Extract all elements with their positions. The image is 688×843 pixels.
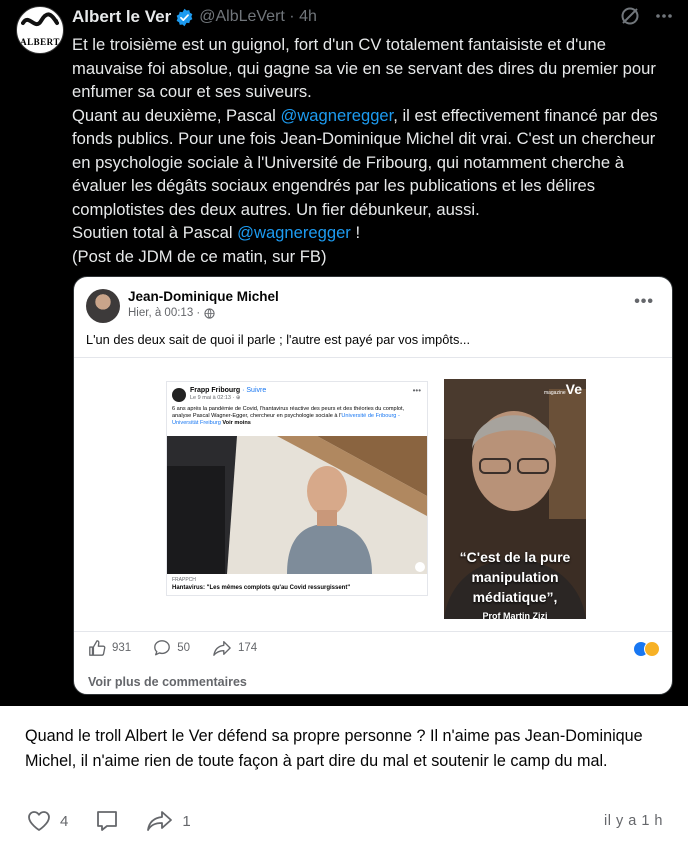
comment-bubble-icon (153, 639, 171, 657)
verified-badge-icon (175, 8, 194, 27)
author-handle[interactable]: @AlbLeVert · 4h (199, 8, 317, 25)
follow-link: · Suivre (240, 387, 267, 394)
post-timestamp: il y a 1 h (604, 813, 663, 829)
frapp-logo-icon (172, 388, 186, 402)
shared-post-title: Hantavirus: "Les mêmes complots qu'au Covid ressurgissent" (172, 585, 351, 591)
share-icon (146, 809, 174, 833)
fb-stats-row (88, 639, 279, 657)
comment-icon (94, 809, 120, 833)
tweet-text-fragment: Soutien total à Pascal (72, 223, 238, 242)
tag-text: Ve (565, 381, 582, 397)
fb-share-button[interactable] (212, 639, 257, 657)
post-share-count: 1 (182, 812, 191, 830)
fb-time-text: Hier, à 00:13 · (128, 307, 201, 319)
tweet-text-fragment: Quant au deuxième, Pascal (72, 105, 281, 125)
shared-post-image[interactable] (166, 381, 428, 596)
tweet-text-fragment: ! (350, 223, 361, 242)
divider (74, 357, 672, 358)
globe-icon (204, 308, 215, 319)
tweet-text-fragment: , il est effectivement financé par des fonds publics. Pour une fois Jean-Dominique Michel dit vrai. C'est un chercheur en psychologie sociale à l'Université de Fribourg, qui notamment cherche à évaluer les dégâts sociaux engendrés par les publications et les délires complotistes des deux autres. Un fier débunkeur, aussi. (72, 105, 658, 219)
fb-media-area (74, 359, 673, 631)
tweet-paragraph-3 (72, 221, 676, 245)
divider (74, 631, 672, 632)
share-arrow-icon (212, 639, 232, 657)
grok-icon[interactable] (620, 6, 640, 26)
fb-comment-count: 50 (177, 642, 190, 654)
shared-post-photo (167, 436, 427, 574)
fb-more-icon[interactable]: ••• (634, 293, 654, 310)
video-still[interactable] (444, 379, 586, 619)
tweet-header-actions (620, 6, 674, 26)
post-actions (26, 809, 217, 833)
tweet-paragraph-1: Et le troisième est un guignol, fort d'un CV totalement fantaisiste et d'une mauvaise foi absolue, qui gagne sa vie en se servant des dires du premier pour enfumer sa cour et ses suiveurs. (72, 35, 656, 101)
man-portrait-photo (167, 436, 427, 574)
tweet-header (72, 6, 317, 28)
fb-author-avatar[interactable] (86, 289, 120, 323)
mention-link[interactable]: @wagneregger (280, 105, 394, 125)
more-options-icon[interactable] (654, 6, 674, 26)
fb-like-count: 931 (112, 642, 132, 654)
care-reaction-icon (644, 641, 660, 657)
worm-logo-icon (21, 11, 59, 33)
view-more-comments-link[interactable]: Voir plus de commentaires (88, 675, 247, 689)
tweet-paragraph-2 (72, 104, 676, 222)
tweet-text (72, 33, 676, 268)
tweet-paragraph-4: (Post de JDM de ce matin, sur FB) (72, 246, 327, 266)
see-less: Voir moins (220, 420, 251, 426)
heart-icon (26, 809, 52, 833)
shared-post-more-icon: ••• (412, 386, 421, 395)
tag-small: magazine (543, 390, 566, 396)
post-share-button[interactable] (146, 809, 190, 833)
video-quote: “C'est de la pure manipulation médiatique”, (459, 549, 571, 605)
shared-text: 6 ans après la pandémie de Covid, l'hantavirus réactive des peurs et des théories du complot, analyse Pascal Wagner-Egger, chercheur en psychologie sociale à l' (172, 406, 405, 419)
post-text: Quand le troll Albert le Ver défend sa propre personne ? Il n'aime pas Jean-Dominique Michel, il n'aime rien de toute façon à part dire du mal et soutenir le camp du mal. (25, 727, 643, 770)
shared-link: Université de Fribourg - Universität Freiburg (172, 413, 400, 426)
shared-post-text (172, 406, 424, 427)
video-speaker: Prof Martin Zizi (482, 611, 548, 619)
shared-post-page-name (190, 387, 266, 394)
fb-caption: L'un des deux sait de quoi il parle ; l'autre est payé par vos impôts... (86, 332, 471, 347)
fb-comment-button[interactable] (153, 639, 190, 657)
author-name[interactable]: Albert le Ver (72, 7, 172, 26)
magazine-tag (544, 381, 582, 397)
shared-post-date: Le 9 mai à 02:13 · ⊕ (190, 395, 241, 401)
fb-share-count: 174 (237, 642, 258, 654)
author-avatar[interactable] (16, 6, 64, 54)
page-name-text: Frapp Fribourg (190, 387, 241, 394)
post-like-count: 4 (60, 812, 69, 830)
avatar-text: ALBERT (20, 37, 60, 47)
shared-post-source: FRAPPCH (172, 577, 196, 583)
fb-author-name[interactable]: Jean-Dominique Michel (128, 289, 279, 304)
post-like-button[interactable] (26, 809, 68, 833)
post-comment-button[interactable] (94, 809, 120, 833)
fb-like-button[interactable] (88, 639, 131, 657)
thumbs-up-icon (88, 639, 106, 657)
fb-reactions[interactable] (633, 641, 660, 657)
mention-link[interactable]: @wagneregger (237, 223, 351, 242)
embedded-image-card[interactable] (73, 276, 673, 695)
fb-post-time (128, 307, 215, 319)
